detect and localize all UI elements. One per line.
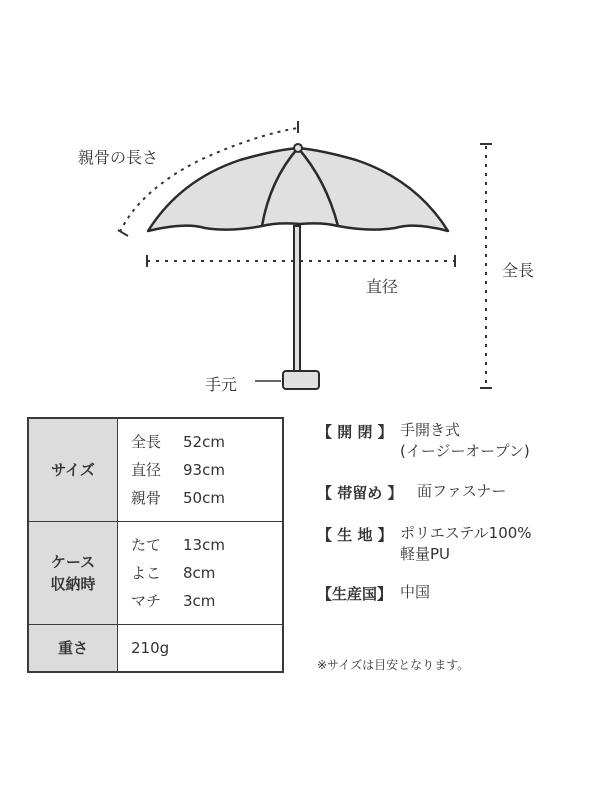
list-item: 全長 52cm (131, 432, 225, 452)
list-item: たて 13cm (131, 535, 225, 554)
size-note: ※サイズは目安となります。 (317, 658, 470, 672)
total-length-label: 全長 (502, 261, 535, 280)
weight-header: 重さ (28, 624, 118, 672)
table-row (28, 624, 283, 672)
umbrella-handle (283, 371, 319, 389)
handle-label: 手元 (205, 375, 238, 394)
list-item: よこ 8cm (131, 563, 216, 582)
diameter-label: 直径 (366, 277, 399, 296)
list-item: マチ 3cm (131, 591, 216, 610)
table-row (28, 418, 283, 521)
list-item: 親骨 50cm (131, 488, 225, 508)
umbrella-shaft (294, 226, 300, 374)
rib-length-label: 親骨の長さ (78, 148, 159, 167)
weight-value: 210g (118, 624, 284, 672)
spec-table (27, 417, 284, 673)
size-header: サイズ (28, 418, 118, 521)
umbrella-canopy (148, 148, 448, 231)
list-item: 直径 93cm (131, 460, 225, 480)
case-header: ケース 収納時 (28, 521, 118, 624)
table-row (28, 521, 283, 624)
